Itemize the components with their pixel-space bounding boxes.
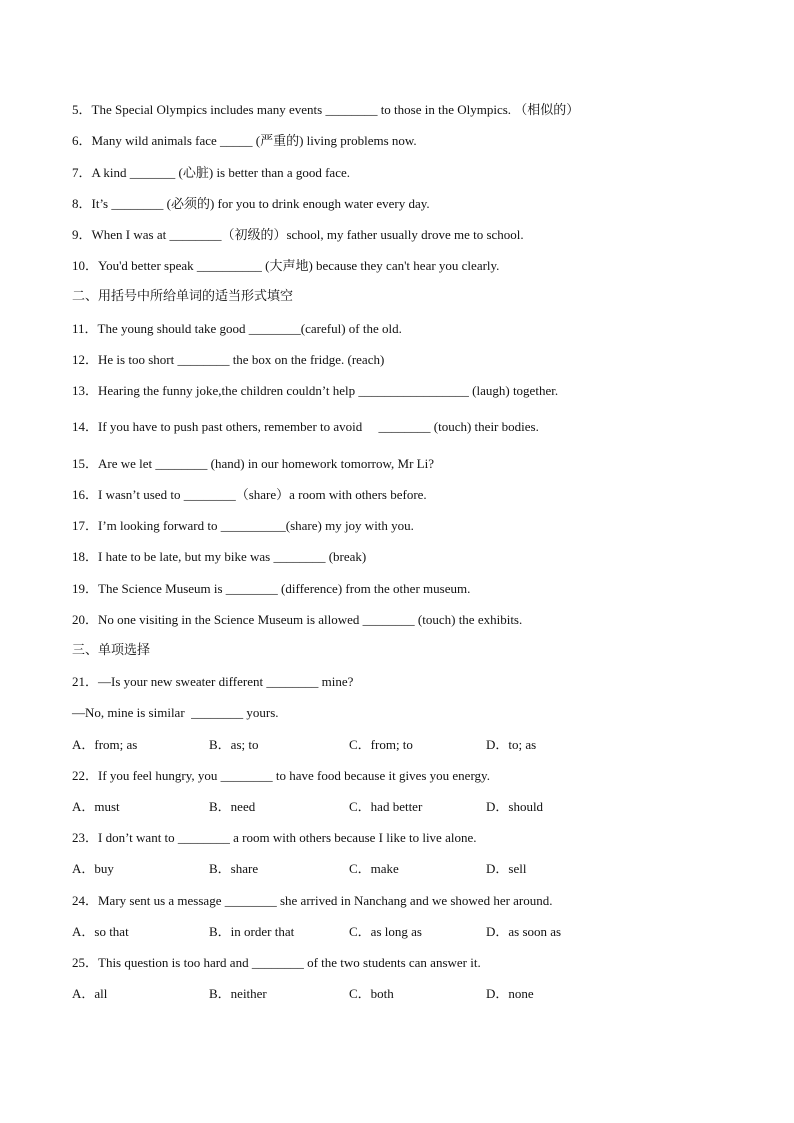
- option-b[interactable]: B．need: [209, 799, 256, 814]
- option-d[interactable]: D．none: [486, 986, 534, 1001]
- question-21-options: [72, 737, 752, 753]
- option-d[interactable]: D．should: [486, 799, 544, 814]
- option-a[interactable]: A．from; as: [72, 737, 138, 752]
- question-22: 22．If you feel hungry, you ________ to have food because it gives you energy.: [72, 768, 490, 783]
- question-5: 5．The Special Olympics includes many events ________ to those in the Olympics. （相似的）: [72, 102, 580, 117]
- question-7: 7．A kind _______ (心脏) is better than a good face.: [72, 165, 350, 180]
- question-22-options: [72, 799, 752, 815]
- option-d[interactable]: D．sell: [486, 861, 527, 876]
- question-18: 18．I hate to be late, but my bike was ________ (break): [72, 549, 367, 564]
- question-25-options: [72, 986, 752, 1002]
- option-a[interactable]: A．buy: [72, 861, 114, 876]
- option-b[interactable]: B．share: [209, 861, 259, 876]
- option-b[interactable]: B．neither: [209, 986, 267, 1001]
- option-b[interactable]: B．in order that: [209, 924, 295, 939]
- question-11: 11．The young should take good ________(careful) of the old.: [72, 321, 402, 336]
- option-b[interactable]: B．as; to: [209, 737, 259, 752]
- question-19: 19．The Science Museum is ________ (difference) from the other museum.: [72, 581, 471, 596]
- question-21-line-2: —No, mine is similar ________ yours.: [72, 705, 279, 720]
- option-a[interactable]: A．so that: [72, 924, 129, 939]
- section-3-heading: 三、单项选择: [72, 643, 151, 658]
- option-d[interactable]: D．to; as: [486, 737, 537, 752]
- option-d[interactable]: D．as soon as: [486, 924, 562, 939]
- question-10: 10．You'd better speak __________ (大声地) because they can't hear you clearly.: [72, 258, 500, 273]
- question-23: 23．I don’t want to ________ a room with others because I like to live alone.: [72, 830, 477, 845]
- question-24: 24．Mary sent us a message ________ she arrived in Nanchang and we showed her around.: [72, 893, 553, 908]
- option-c[interactable]: C．from; to: [349, 737, 413, 752]
- option-a[interactable]: A．must: [72, 799, 120, 814]
- option-c[interactable]: C．make: [349, 861, 399, 876]
- question-23-options: [72, 861, 752, 877]
- question-24-options: [72, 924, 752, 940]
- option-c[interactable]: C．as long as: [349, 924, 422, 939]
- question-20: 20．No one visiting in the Science Museum is allowed ________ (touch) the exhibits.: [72, 612, 523, 627]
- question-9: 9．When I was at ________（初级的）school, my father usually drove me to school.: [72, 227, 524, 242]
- question-17: 17．I’m looking forward to __________(share) my joy with you.: [72, 518, 414, 533]
- question-13: 13．Hearing the funny joke,the children couldn’t help _________________ (laugh) together.: [72, 383, 559, 398]
- section-2-heading: 二、用括号中所给单词的适当形式填空: [72, 289, 294, 304]
- question-8: 8．It’s ________ (必须的) for you to drink enough water every day.: [72, 196, 430, 211]
- question-6: 6．Many wild animals face _____ (严重的) living problems now.: [72, 133, 417, 148]
- option-a[interactable]: A．all: [72, 986, 108, 1001]
- question-21-line-1: 21．—Is your new sweater different ________ mine?: [72, 674, 354, 689]
- question-12: 12．He is too short ________ the box on the fridge. (reach): [72, 352, 385, 367]
- question-16: 16．I wasn’t used to ________（share）a room with others before.: [72, 487, 427, 502]
- question-15: 15．Are we let ________ (hand) in our homework tomorrow, Mr Li?: [72, 456, 434, 471]
- question-14: 14．If you have to push past others, remember to avoid ________ (touch) their bodies.: [72, 419, 539, 434]
- option-c[interactable]: C．had better: [349, 799, 423, 814]
- question-25: 25．This question is too hard and ________ of the two students can answer it.: [72, 955, 481, 970]
- option-c[interactable]: C．both: [349, 986, 394, 1001]
